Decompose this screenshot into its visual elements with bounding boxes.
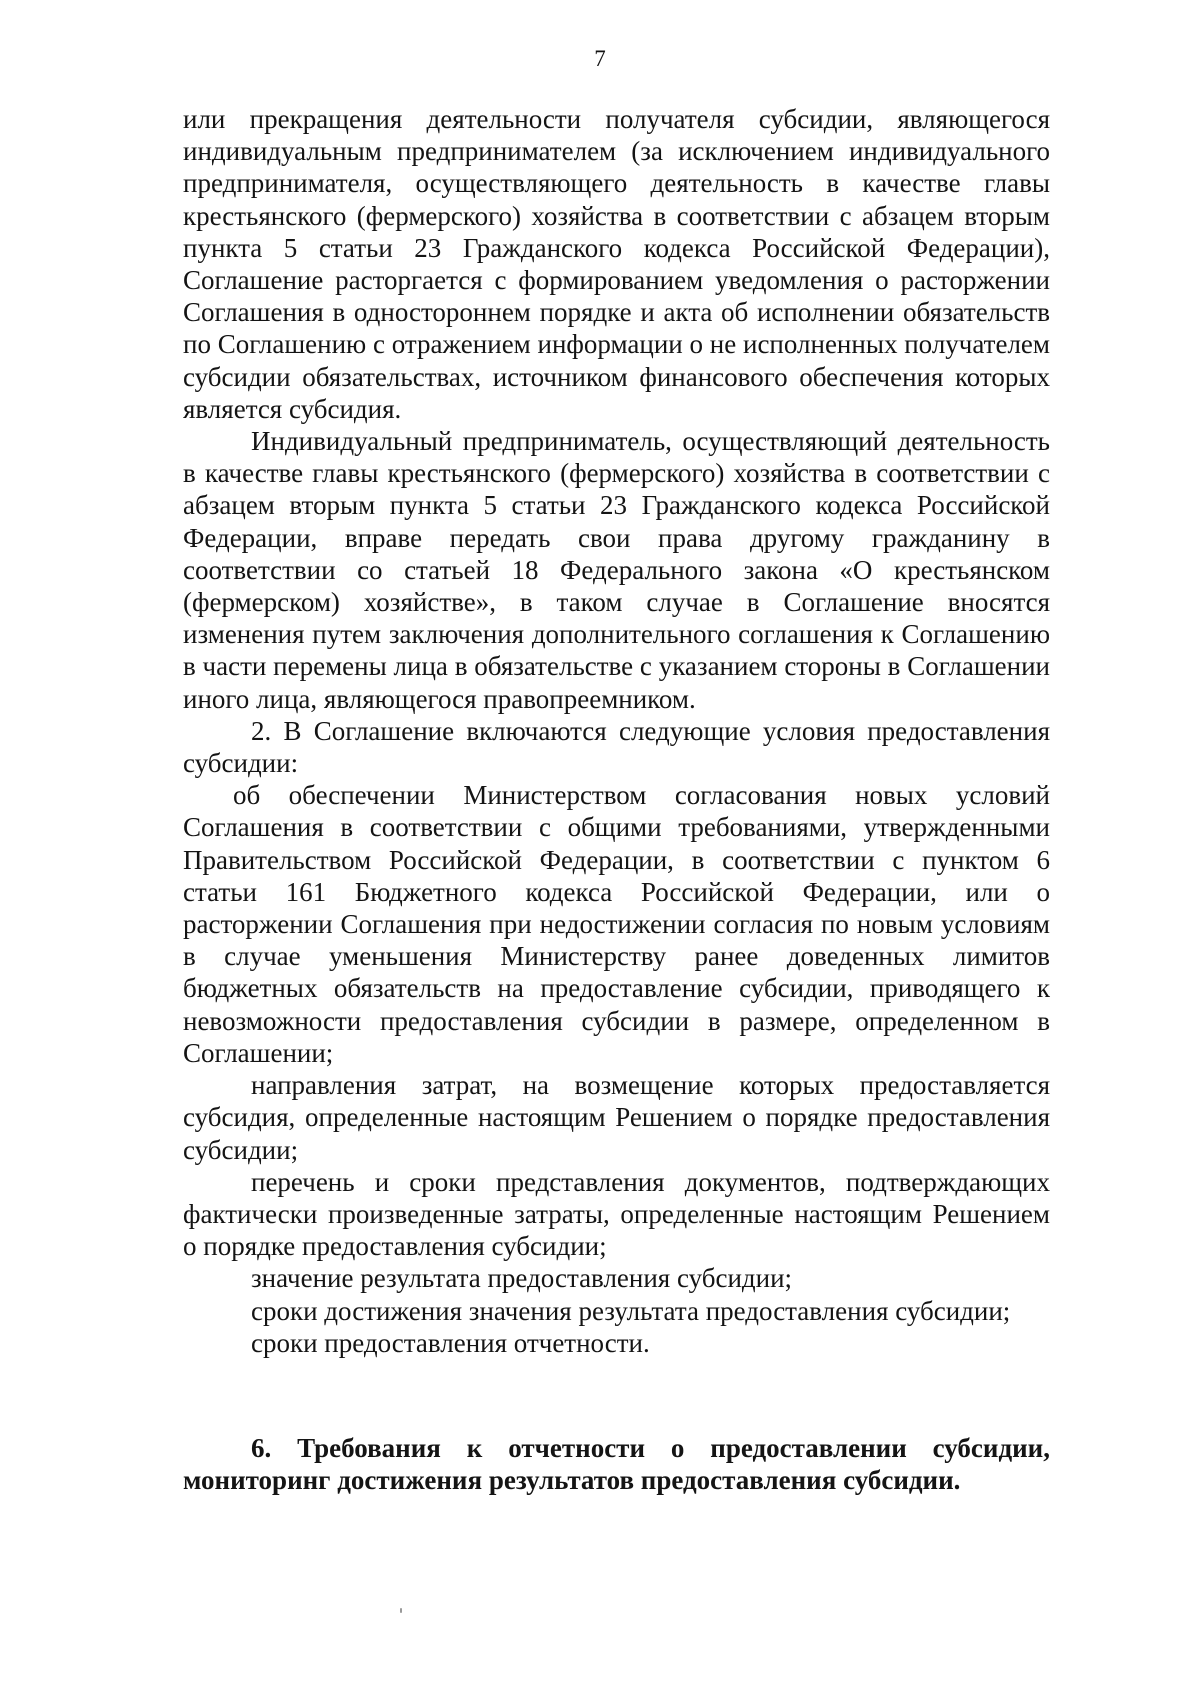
page-number: 7 <box>594 46 606 71</box>
list-item-documents-list: перечень и сроки представления документов, подтверждающих фактически произведенные затраты, определенные настоящим Решением о порядке предоставления субсидии; <box>183 1166 1050 1262</box>
paragraph-agreement-conditions-intro: 2. В Соглашение включаются следующие условия предоставления субсидии: <box>183 715 1050 779</box>
list-item-result-value: значение результата предоставления субсидии; <box>251 1263 793 1294</box>
section-heading: 6. Требования к отчетности о предоставлении субсидии, мониторинг достижения результатов предоставления субсидии. <box>183 1433 1050 1496</box>
paragraph-termination-continuation: или прекращения деятельности получателя субсидии, являющегося индивидуальным предпринимателем (за исключением индивидуального предпринимателя, осуществляющего деятельность в качестве главы крестьянского (фермерского) хозяйства в соответствии с абзацем вторым пункта 5 статьи 23 Гражданского кодекса Российской Федерации), Соглашение расторгается с формированием уведомления о расторжении Соглашения в одностороннем порядке и акта об исполнении обязательств по Соглашению с отражением информации о не исполненных получателем субсидии обязательствах, источником финансового обеспечения которых является субсидия. <box>183 104 1050 424</box>
list-item-cost-directions: направления затрат, на возмещение которых предоставляется субсидия, определенные настоящим Решением о порядке предоставления субсидии; <box>183 1070 1050 1165</box>
paragraph-farm-head-rights: Индивидуальный предприниматель, осуществляющий деятельность в качестве главы крестьянского (фермерского) хозяйства в соответствии с абзацем вторым пункта 5 статьи 23 Гражданского кодекса Российской Федерации, вправе передать свои права другому гражданину в соответствии со статьей 18 Федерального закона «О крестьянском (фермерском) хозяйстве», в таком случае в Соглашение вносятся изменения путем заключения дополнительного соглашения к Соглашению в части перемены лица в обязательстве с указанием стороны в Соглашении иного лица, являющегося правопреемником. <box>183 426 1050 714</box>
list-item-result-deadlines: сроки достижения значения результата предоставления субсидии; <box>251 1295 1011 1326</box>
list-item-new-conditions: об обеспечении Министерством согласования новых условий Соглашения в соответствии с общими требованиями, утвержденными Правительством Российской Федерации, в соответствии с пунктом 6 статьи 161 Бюджетного кодекса Российской Федерации, или о расторжении Соглашения при недостижении согласия по новым условиям в случае уменьшения Министерству ранее доведенных лимитов бюджетных обязательств на предоставление субсидии, приводящего к невозможности предоставления субсидии в размере, определенном в Соглашении; <box>183 780 1050 1068</box>
list-item-reporting-deadlines: сроки предоставления отчетности. <box>251 1327 650 1358</box>
document-body <box>183 103 1050 1359</box>
scan-artifact-dot <box>400 1608 402 1613</box>
